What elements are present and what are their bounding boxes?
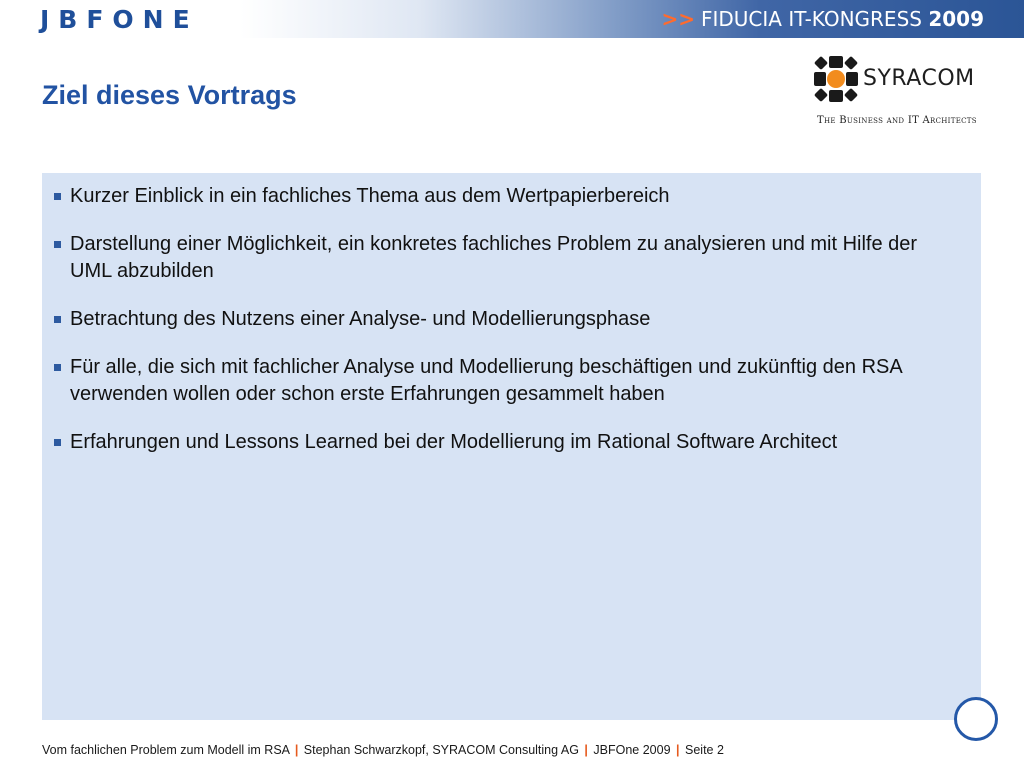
event-prefix: >> — [661, 7, 695, 31]
event-banner — [661, 7, 984, 31]
bullet-item — [52, 306, 951, 333]
footer-separator: | — [294, 743, 299, 757]
syracom-name: SYRACOM — [863, 66, 975, 91]
bullet-list — [52, 183, 951, 456]
bullet-text: Darstellung einer Möglichkeit, ein konkretes fachliches Problem zu analysieren und mit Hilfe der UML abzubilden — [70, 233, 918, 282]
circle-icon — [954, 697, 998, 741]
bullet-item — [52, 231, 951, 285]
footer-separator: | — [584, 743, 588, 757]
syracom-tagline: The Business and IT Architects — [817, 115, 977, 126]
bullet-item — [52, 429, 951, 456]
jbfone-logo-text: JBFONE — [40, 4, 199, 34]
bullet-square-icon — [54, 316, 61, 323]
bullet-square-icon — [54, 241, 61, 248]
bullet-text: Erfahrungen und Lessons Learned bei der Modellierung im Rational Software Architect — [70, 431, 838, 453]
bullet-square-icon — [54, 439, 61, 446]
slide-title: Ziel dieses Vortrags — [42, 80, 297, 110]
bullet-item — [52, 183, 951, 210]
bullet-text: Betrachtung des Nutzens einer Analyse- und Modellierungsphase — [70, 308, 651, 330]
event-name: FIDUCIA IT-KONGRESS — [700, 7, 922, 31]
footer-talk-title: Vom fachlichen Problem zum Modell im RSA — [42, 743, 290, 757]
footer-separator: | — [676, 743, 680, 757]
event-year: 2009 — [928, 7, 984, 31]
footer-page-number: Seite 2 — [685, 743, 724, 757]
footer-speaker: Stephan Schwarzkopf, SYRACOM Consulting AG — [303, 743, 579, 757]
bullet-text: Kurzer Einblick in ein fachliches Thema aus dem Wertpapierbereich — [70, 185, 670, 207]
bullet-square-icon — [54, 364, 61, 371]
bullet-item — [52, 354, 951, 408]
footer-event: JBFOne 2009 — [593, 743, 671, 757]
bullet-square-icon — [54, 193, 61, 200]
syracom-mark-icon — [814, 56, 858, 102]
content-box — [42, 173, 981, 720]
bullet-text: Für alle, die sich mit fachlicher Analyse und Modellierung beschäftigen und zukünftig den RSA verwenden wollen oder schon erste Erfahrungen gesammelt haben — [70, 356, 902, 405]
syracom-logo — [814, 56, 984, 130]
jbfone-logo — [40, 6, 199, 32]
footer — [42, 743, 724, 757]
